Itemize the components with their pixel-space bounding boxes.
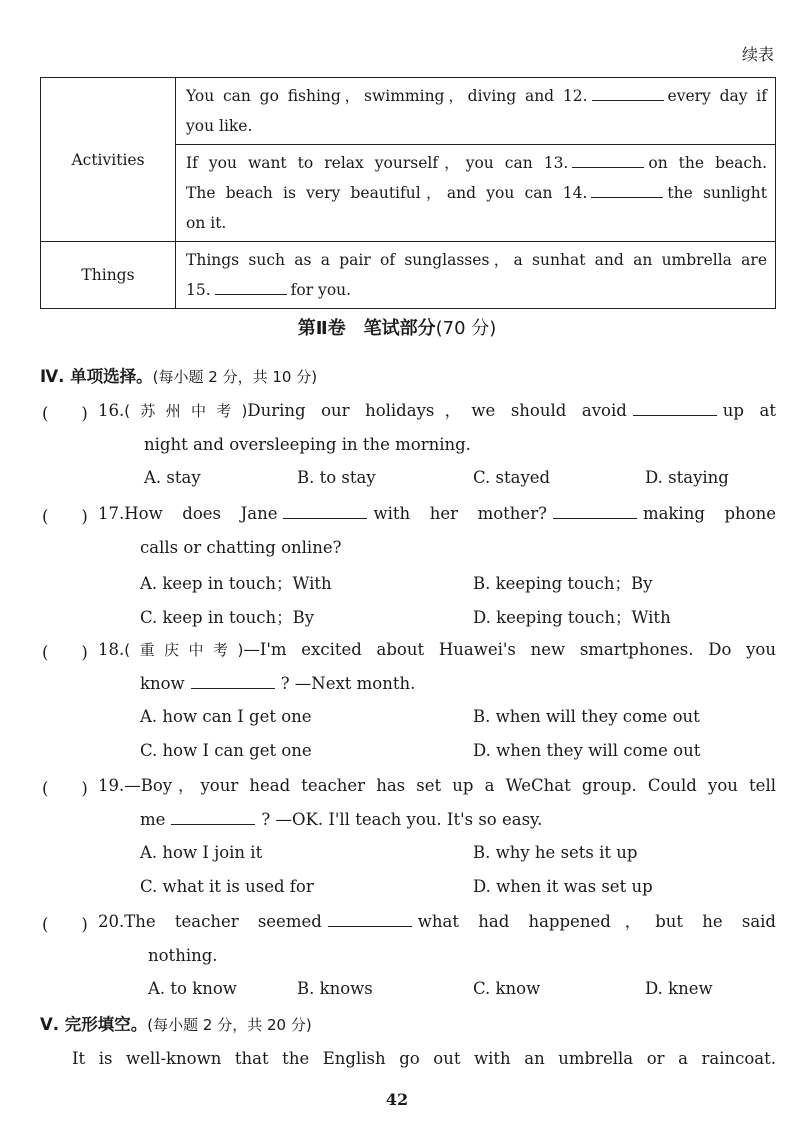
cell-text: The beach is very beautiful，and you can 14. xyxy=(186,184,588,202)
option-c: C. what it is used for xyxy=(140,877,314,896)
question-number: 19. xyxy=(98,776,125,795)
question-text: —I'm excited about Huawei's new smartphones. Do you xyxy=(243,640,776,659)
option-a: A. stay xyxy=(144,468,201,487)
section-note: (每小题 2 分，共 20 分) xyxy=(147,1016,312,1034)
part-title-points: (70 分) xyxy=(435,318,497,339)
section-note: (每小题 2 分，共 10 分) xyxy=(152,368,318,386)
option-a: A. keep in touch；With xyxy=(140,574,332,593)
question-text: making phone xyxy=(642,504,776,523)
page-number: 42 xyxy=(385,1090,409,1109)
answer-blank-12 xyxy=(592,88,664,101)
question-text: The teacher seemed xyxy=(124,912,322,931)
option-a: A. how can I get one xyxy=(140,707,312,726)
table-cell xyxy=(176,78,776,145)
question-source: (重庆中考) xyxy=(124,641,244,659)
question-20 xyxy=(98,911,776,967)
option-d: D. staying xyxy=(645,468,729,487)
option-d: D. when it was set up xyxy=(473,877,653,896)
answer-blank-15 xyxy=(215,282,287,295)
option-b: B. why he sets it up xyxy=(473,843,638,862)
cell-text: every day if xyxy=(667,87,767,105)
question-text: During our holidays，we should avoid xyxy=(247,401,627,420)
option-c: C. how I can get one xyxy=(140,741,312,760)
question-text: with her mother? xyxy=(373,504,547,523)
cell-text: on it. xyxy=(186,214,227,232)
table-cell xyxy=(176,242,776,309)
question-text: ? —Next month. xyxy=(280,674,416,693)
question-source: (苏州中考) xyxy=(124,402,248,420)
option-c: C. know xyxy=(473,979,541,998)
part-title xyxy=(0,314,794,340)
section-heading-text: Ⅴ. 完形填空。 xyxy=(40,1015,148,1034)
table-cell xyxy=(176,145,776,242)
section-4-heading xyxy=(40,366,317,388)
question-blank xyxy=(171,810,255,825)
info-table xyxy=(40,77,776,309)
question-number: 17. xyxy=(98,504,125,523)
question-19 xyxy=(98,775,776,831)
question-text: ? —OK. I'll teach you. It's so easy. xyxy=(261,810,543,829)
option-b: B. to stay xyxy=(297,468,376,487)
question-blank xyxy=(553,504,637,519)
question-text: —Boy，your head teacher has set up a WeChat group. Could you tell xyxy=(124,776,776,795)
option-d: D. when they will come out xyxy=(473,741,701,760)
question-number: 18. xyxy=(98,640,125,659)
option-a: A. how I join it xyxy=(140,843,263,862)
question-text: know xyxy=(140,674,185,693)
cell-text: Things such as a pair of sunglasses，a sunhat and an umbrella are xyxy=(186,251,767,269)
passage-text: It is well-known that the English go out with an umbrella or a raincoat. xyxy=(72,1049,776,1068)
answer-blank-14 xyxy=(591,185,663,198)
option-b: B. knows xyxy=(297,979,373,998)
option-b: B. keeping touch；By xyxy=(473,574,653,593)
option-a: A. to know xyxy=(148,979,237,998)
section-5-heading xyxy=(40,1014,312,1036)
question-text: calls or chatting online? xyxy=(140,538,342,557)
question-number: 20. xyxy=(98,912,125,931)
section-heading-text: Ⅳ. 单项选择。 xyxy=(40,367,153,386)
cell-text: for you. xyxy=(290,281,352,299)
option-c: C. stayed xyxy=(473,468,551,487)
question-text: nothing. xyxy=(148,946,218,965)
question-text: night and oversleeping in the morning. xyxy=(144,435,471,454)
option-d: D. keeping touch；With xyxy=(473,608,671,627)
answer-paren-18: ( ) xyxy=(42,643,88,662)
table-row xyxy=(41,242,776,309)
question-text: what had happened，but he said xyxy=(417,912,776,931)
cell-text: If you want to relax yourself，you can 13. xyxy=(186,154,569,172)
question-18 xyxy=(98,639,776,695)
option-c: C. keep in touch；By xyxy=(140,608,315,627)
question-number: 16. xyxy=(98,401,125,420)
row-label-things: Things xyxy=(41,242,176,309)
cell-text: You can go fishing，swimming，diving and 12. xyxy=(186,87,588,105)
option-b: B. when will they come out xyxy=(473,707,700,726)
continued-label: 续表 xyxy=(741,45,774,64)
cell-text: on the beach. xyxy=(648,154,767,172)
row-label-activities: Activities xyxy=(41,78,176,242)
question-text: me xyxy=(140,810,166,829)
part-title-main: 第Ⅱ卷 笔试部分 xyxy=(297,318,436,339)
answer-paren-17: ( ) xyxy=(42,507,88,526)
cell-text: 15. xyxy=(186,281,211,299)
answer-paren-20: ( ) xyxy=(42,915,88,934)
cell-text: the sunlight xyxy=(667,184,767,202)
cell-text: you like. xyxy=(186,117,253,135)
question-16 xyxy=(98,400,776,456)
option-d: D. knew xyxy=(645,979,713,998)
question-blank xyxy=(633,401,717,416)
answer-paren-19: ( ) xyxy=(42,779,88,798)
question-blank xyxy=(283,504,367,519)
question-blank xyxy=(191,674,275,689)
table-row xyxy=(41,78,776,145)
question-text: How does Jane xyxy=(124,504,278,523)
question-text: up at xyxy=(722,401,776,420)
answer-blank-13 xyxy=(572,155,644,168)
question-17 xyxy=(98,503,776,559)
question-blank xyxy=(328,912,412,927)
answer-paren-16: ( ) xyxy=(42,404,88,423)
